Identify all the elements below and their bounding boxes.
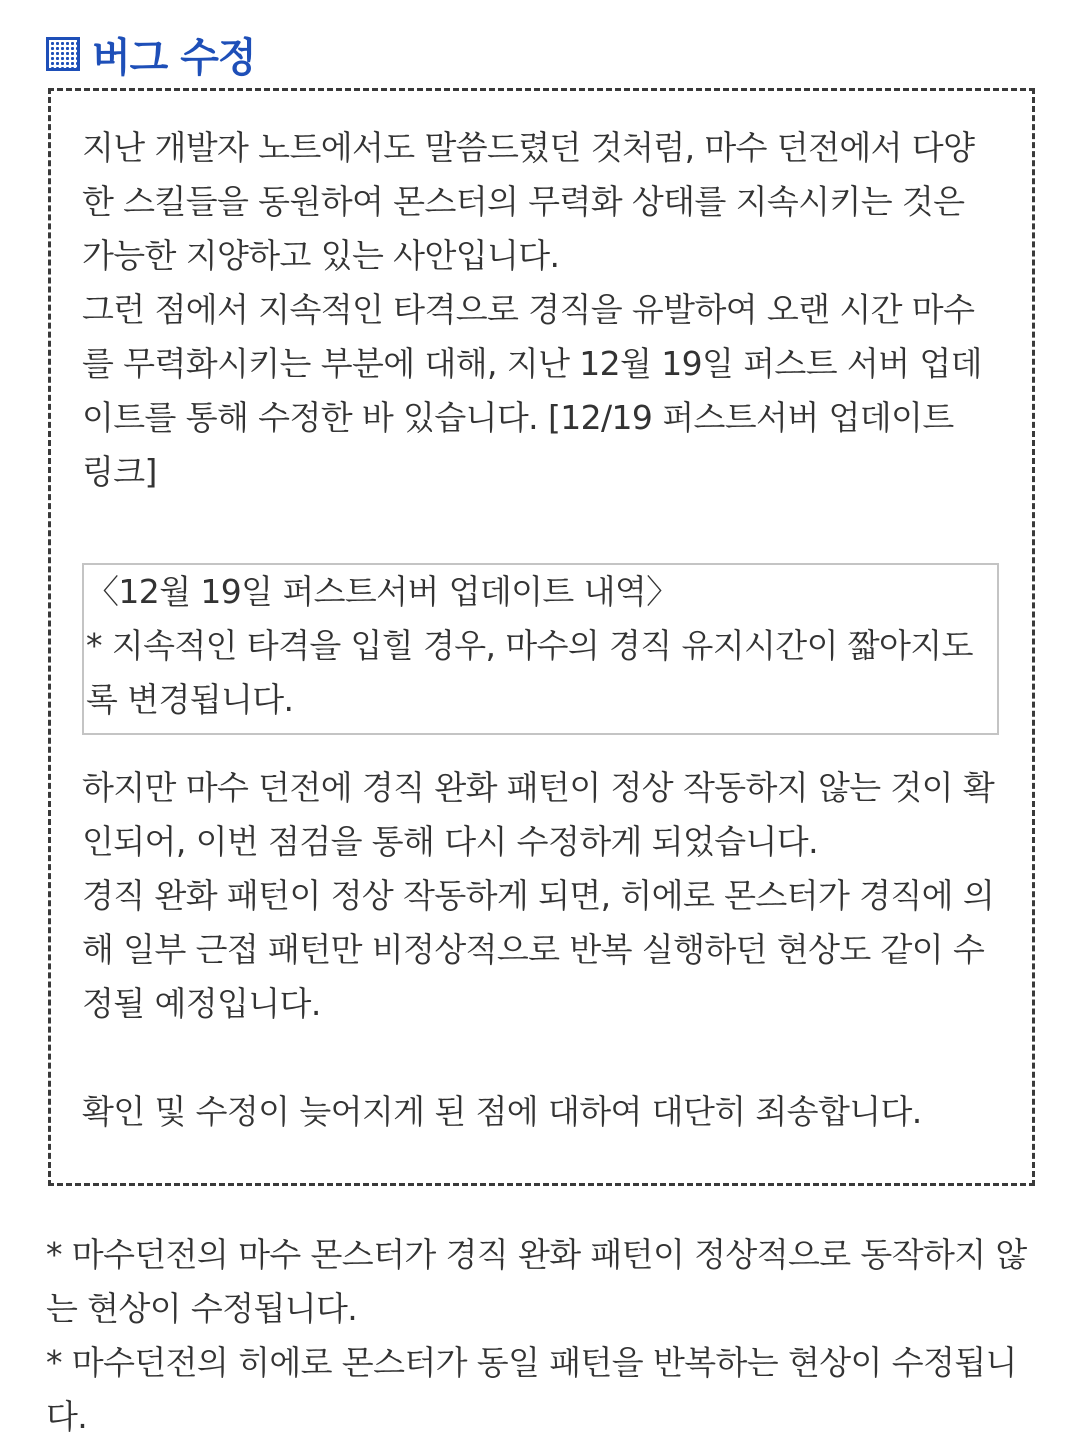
update-box-line: 록 변경됩니다. <box>86 680 294 719</box>
section-title: 버그 수정 <box>92 34 256 81</box>
footer-note-line: * 마수던전의 히에로 몬스터가 동일 패턴을 반복하는 현상이 수정됩니 <box>46 1343 1017 1382</box>
intro-line-link[interactable]: 링크] <box>82 452 157 491</box>
update-history-box <box>82 563 999 735</box>
intro-line: 그런 점에서 지속적인 타격으로 경직을 유발하여 오랜 시간 마수 <box>82 290 975 329</box>
spacer <box>82 1031 1002 1085</box>
body-line: 경직 완화 패턴이 정상 작동하게 되면, 히에로 몬스터가 경직에 의 <box>82 876 995 915</box>
footer-note-line: * 마수던전의 마수 몬스터가 경직 완화 패턴이 정상적으로 동작하지 않 <box>46 1235 1027 1274</box>
closing-line: 확인 및 수정이 늦어지게 된 점에 대하여 대단히 죄송합니다. <box>82 1092 922 1131</box>
footer-note-line: 는 현상이 수정됩니다. <box>46 1289 358 1328</box>
body-line: 정될 예정입니다. <box>82 984 321 1023</box>
section-header <box>46 28 256 80</box>
footer-notes <box>46 1228 1046 1444</box>
intro-line: 이트를 통해 수정한 바 있습니다. [12/19 퍼스트서버 업데이트 <box>82 398 954 437</box>
footer-note-line: 다. <box>46 1397 88 1436</box>
intro-line: 를 무력화시키는 부분에 대해, 지난 12월 19일 퍼스트 서버 업데 <box>82 344 982 383</box>
body-line: 인되어, 이번 점검을 통해 다시 수정하게 되었습니다. <box>82 822 818 861</box>
update-box-line: * 지속적인 타격을 입힐 경우, 마수의 경직 유지시간이 짧아지도 <box>86 626 973 665</box>
notice-box <box>48 88 1035 1186</box>
update-box-title: 〈12월 19일 퍼스트서버 업데이트 내역〉 <box>86 572 679 611</box>
dotted-square-icon <box>46 37 80 71</box>
spacer <box>82 499 1002 553</box>
intro-line: 가능한 지양하고 있는 사안입니다. <box>82 236 560 275</box>
intro-line: 한 스킬들을 동원하여 몬스터의 무력화 상태를 지속시키는 것은 <box>82 182 965 221</box>
intro-line: 지난 개발자 노트에서도 말씀드렸던 것처럼, 마수 던전에서 다양 <box>82 128 975 167</box>
body-line: 해 일부 근접 패턴만 비정상적으로 반복 실행하던 현상도 같이 수 <box>82 930 985 969</box>
body-line: 하지만 마수 던전에 경직 완화 패턴이 정상 작동하지 않는 것이 확 <box>82 768 995 807</box>
